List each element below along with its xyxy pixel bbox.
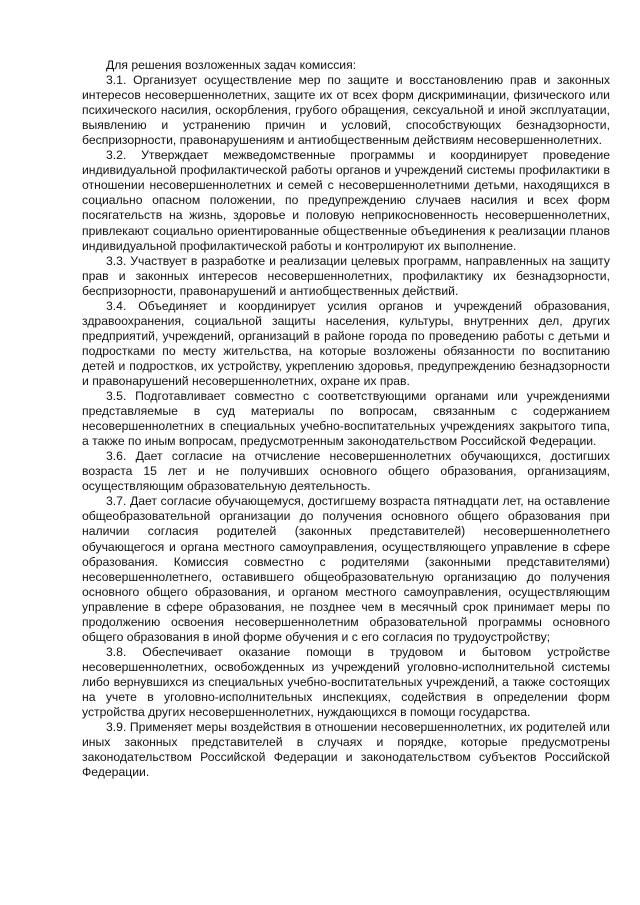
item-3-1: 3.1. Организует осуществление мер по защите и восстановлению прав и законных интересов несовершеннолетних, защите их от всех форм дискриминации, физического или психического насилия, оскорбления, грубого обращения, сексуальной и иной эксплуатации, выявлению и устранению причин и условий, способствующих безнадзорности, беспризорности, правонарушениям и антиобщественным действиям несовершеннолетних. — [82, 73, 610, 148]
item-3-2: 3.2. Утверждает межведомственные программы и координирует проведение индивидуальной профилактической работы органов и учреждений системы профилактики в отношении несовершеннолетних и семей с несовершеннолетними детьми, находящихся в социально опасном положении, по предупреждению случаев насилия и всех форм посягательств на жизнь, здоровье и половую неприкосновенность несовершеннолетних, привлекают социально ориентированные общественные объединения к реализации планов индивидуальной профилактической работы и контролируют их выполнение. — [82, 148, 610, 253]
item-3-5: 3.5. Подготавливает совместно с соответствующими органами или учреждениями представляемые в суд материалы по вопросам, связанным с содержанием несовершеннолетних в специальных учебно-воспитательных учреждениях закрытого типа, а также по иным вопросам, предусмотренным законодательством Российской Федерации. — [82, 389, 610, 449]
item-3-3: 3.3. Участвует в разработке и реализации целевых программ, направленных на защиту прав и законных интересов несовершеннолетних, профилактику их безнадзорности, беспризорности, правонарушений и антиобщественных действий. — [82, 253, 610, 298]
item-3-9: 3.9. Применяет меры воздействия в отношении несовершеннолетних, их родителей или иных законных представителей в случаях и порядке, которые предусмотрены законодательством Российской Федерации и законодательством субъектов Российской Федерации. — [82, 720, 610, 780]
item-3-6: 3.6. Дает согласие на отчисление несовершеннолетних обучающихся, достигших возраста 15 лет и не получивших основного общего образования, организациям, осуществляющим образовательную деятельность. — [82, 449, 610, 494]
intro-paragraph: Для решения возложенных задач комиссия: — [106, 58, 357, 72]
item-3-7: 3.7. Дает согласие обучающемуся, достигшему возраста пятнадцати лет, на оставление общеобразовательной организации до получения основного общего образования при наличии согласия родителей (законных представителей) несовершеннолетнего обучающегося и органа местного самоуправления, осуществляющего управление в сфере образования. Комиссия совместно с родителями (законными представителями) несовершеннолетнего, оставившего общеобразовательную организацию до получения основного общего образования, и органом местного самоуправления, осуществляющим управление в сфере образования, не позднее чем в месячный срок принимает меры по продолжению освоения несовершеннолетним образовательной программы основного общего образования в иной форме обучения и с его согласия по трудоустройству; — [82, 494, 610, 644]
document-body — [82, 58, 610, 780]
item-3-8: 3.8. Обеспечивает оказание помощи в трудовом и бытовом устройстве несовершеннолетних, освобожденных из учреждений уголовно-исполнительной системы либо вернувшихся из специальных учебно-воспитательных учреждений, а также состоящих на учете в уголовно-исполнительных инспекциях, содействия в определении форм устройства других несовершеннолетних, нуждающихся в помощи государства. — [82, 644, 610, 720]
item-3-4: 3.4. Объединяет и координирует усилия органов и учреждений образования, здравоохранения, социальной защиты населения, культуры, внутренних дел, других предприятий, учреждений, организаций в районе города по проведению работы с детьми и подростками по месту жительства, на которые возложены обязанности по воспитанию детей и подростков, их устройству, укреплению здоровья, предупреждению безнадзорности и правонарушений несовершеннолетних, охране их прав. — [82, 298, 610, 388]
